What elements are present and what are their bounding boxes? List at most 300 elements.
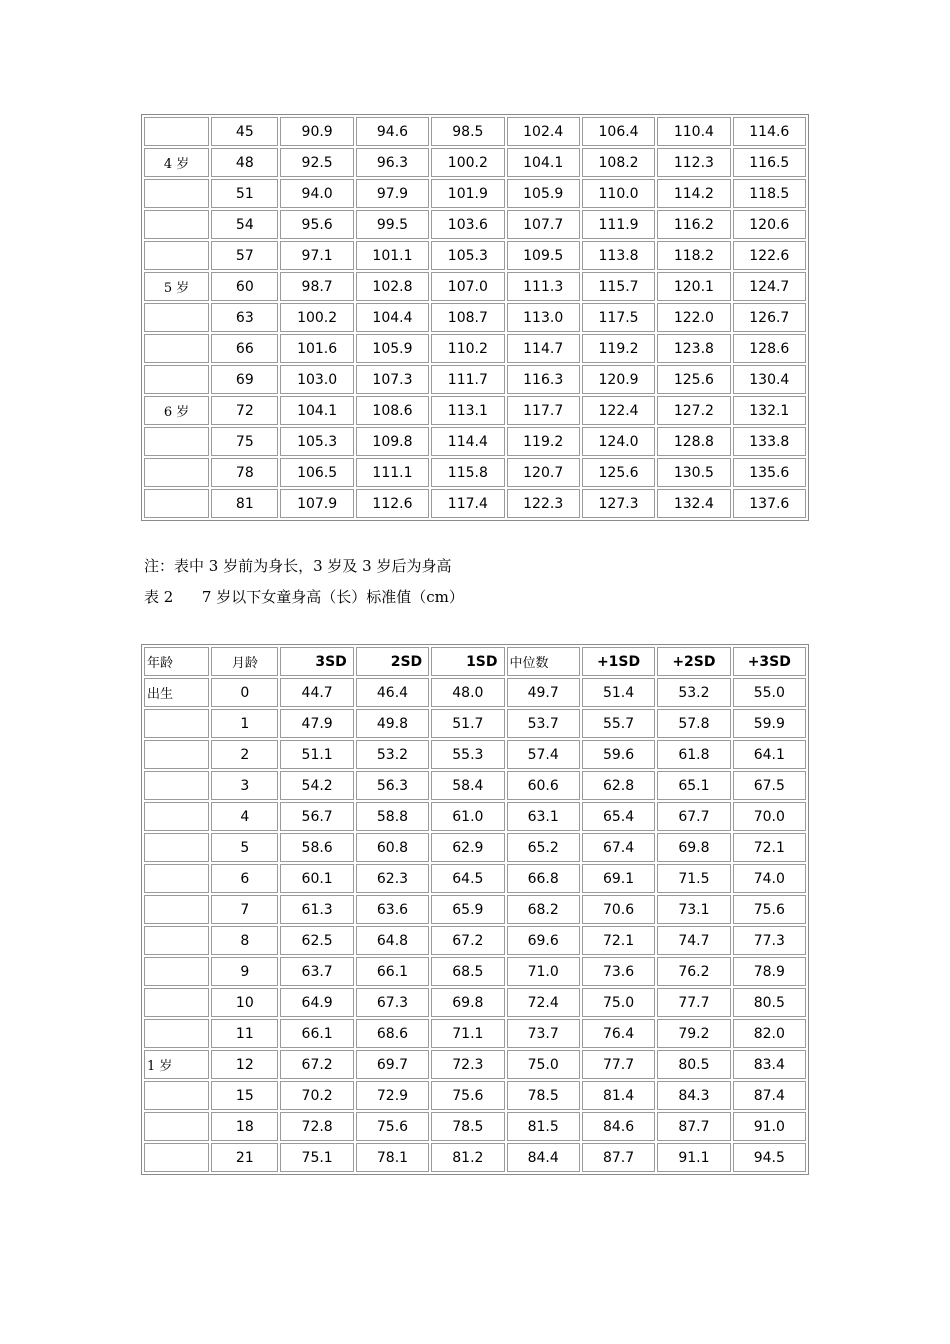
value-cell: 67.2 xyxy=(431,926,504,955)
value-cell: 84.4 xyxy=(507,1143,580,1172)
value-cell: 56.7 xyxy=(280,802,353,831)
value-cell: 83.4 xyxy=(733,1050,806,1079)
value-cell: 70.2 xyxy=(280,1081,353,1110)
value-cell: 77.3 xyxy=(733,926,806,955)
table2-header-row xyxy=(144,647,806,676)
value-cell: 69.7 xyxy=(356,1050,429,1079)
value-cell: 122.6 xyxy=(733,241,806,270)
table-row xyxy=(144,926,806,955)
month-cell: 6 xyxy=(211,864,278,893)
month-cell: 60 xyxy=(211,272,278,301)
value-cell: 81.4 xyxy=(582,1081,655,1110)
value-cell: 65.2 xyxy=(507,833,580,862)
value-cell: 135.6 xyxy=(733,458,806,487)
value-cell: 120.6 xyxy=(733,210,806,239)
value-cell: 92.5 xyxy=(280,148,353,177)
value-cell: 120.9 xyxy=(582,365,655,394)
value-cell: 107.9 xyxy=(280,489,353,518)
age-cell xyxy=(144,303,209,332)
age-cell xyxy=(144,771,209,800)
table1-body xyxy=(144,117,806,518)
month-cell: 3 xyxy=(211,771,278,800)
value-cell: 110.0 xyxy=(582,179,655,208)
value-cell: 101.9 xyxy=(431,179,504,208)
value-cell: 75.6 xyxy=(733,895,806,924)
value-cell: 57.4 xyxy=(507,740,580,769)
value-cell: 51.1 xyxy=(280,740,353,769)
month-cell: 10 xyxy=(211,988,278,1017)
value-cell: 49.8 xyxy=(356,709,429,738)
value-cell: 77.7 xyxy=(657,988,730,1017)
value-cell: 133.8 xyxy=(733,427,806,456)
month-cell: 69 xyxy=(211,365,278,394)
value-cell: 75.6 xyxy=(431,1081,504,1110)
table-row xyxy=(144,396,806,425)
table-row xyxy=(144,1112,806,1141)
value-cell: 51.4 xyxy=(582,678,655,707)
value-cell: 69.8 xyxy=(431,988,504,1017)
value-cell: 110.2 xyxy=(431,334,504,363)
age-cell xyxy=(144,833,209,862)
value-cell: 84.3 xyxy=(657,1081,730,1110)
value-cell: 105.3 xyxy=(280,427,353,456)
value-cell: 97.1 xyxy=(280,241,353,270)
value-cell: 113.1 xyxy=(431,396,504,425)
value-cell: 73.6 xyxy=(582,957,655,986)
value-cell: 105.9 xyxy=(356,334,429,363)
value-cell: 71.1 xyxy=(431,1019,504,1048)
age-cell xyxy=(144,365,209,394)
value-cell: 100.2 xyxy=(280,303,353,332)
value-cell: 100.2 xyxy=(431,148,504,177)
value-cell: 99.5 xyxy=(356,210,429,239)
value-cell: 61.8 xyxy=(657,740,730,769)
table-row xyxy=(144,771,806,800)
age-cell xyxy=(144,1019,209,1048)
table2-caption: 表 2 7 岁以下女童身高（长）标准值（cm） xyxy=(144,588,464,606)
value-cell: 102.8 xyxy=(356,272,429,301)
value-cell: 62.5 xyxy=(280,926,353,955)
month-cell: 12 xyxy=(211,1050,278,1079)
table-row xyxy=(144,988,806,1017)
table-row xyxy=(144,303,806,332)
header-minus-3sd: 3SD xyxy=(280,647,353,676)
value-cell: 87.4 xyxy=(733,1081,806,1110)
value-cell: 115.8 xyxy=(431,458,504,487)
value-cell: 114.2 xyxy=(657,179,730,208)
age-cell xyxy=(144,802,209,831)
value-cell: 75.1 xyxy=(280,1143,353,1172)
age-cell xyxy=(144,117,209,146)
value-cell: 72.4 xyxy=(507,988,580,1017)
month-cell: 7 xyxy=(211,895,278,924)
value-cell: 126.7 xyxy=(733,303,806,332)
value-cell: 55.3 xyxy=(431,740,504,769)
value-cell: 67.4 xyxy=(582,833,655,862)
value-cell: 67.2 xyxy=(280,1050,353,1079)
header-plus-2sd: +2SD xyxy=(657,647,730,676)
age-cell xyxy=(144,1081,209,1110)
value-cell: 97.9 xyxy=(356,179,429,208)
value-cell: 70.6 xyxy=(582,895,655,924)
value-cell: 98.5 xyxy=(431,117,504,146)
value-cell: 64.1 xyxy=(733,740,806,769)
value-cell: 60.8 xyxy=(356,833,429,862)
value-cell: 76.2 xyxy=(657,957,730,986)
value-cell: 80.5 xyxy=(657,1050,730,1079)
value-cell: 109.5 xyxy=(507,241,580,270)
value-cell: 66.1 xyxy=(356,957,429,986)
value-cell: 63.6 xyxy=(356,895,429,924)
header-minus-1sd: 1SD xyxy=(431,647,504,676)
value-cell: 94.0 xyxy=(280,179,353,208)
table-row xyxy=(144,802,806,831)
age-cell xyxy=(144,427,209,456)
value-cell: 116.3 xyxy=(507,365,580,394)
table-row xyxy=(144,1143,806,1172)
header-median: 中位数 xyxy=(507,647,580,676)
value-cell: 68.5 xyxy=(431,957,504,986)
value-cell: 119.2 xyxy=(582,334,655,363)
value-cell: 94.5 xyxy=(733,1143,806,1172)
value-cell: 67.5 xyxy=(733,771,806,800)
value-cell: 84.6 xyxy=(582,1112,655,1141)
value-cell: 122.0 xyxy=(657,303,730,332)
month-cell: 1 xyxy=(211,709,278,738)
value-cell: 128.6 xyxy=(733,334,806,363)
value-cell: 127.2 xyxy=(657,396,730,425)
month-cell: 63 xyxy=(211,303,278,332)
value-cell: 72.9 xyxy=(356,1081,429,1110)
value-cell: 79.2 xyxy=(657,1019,730,1048)
value-cell: 73.7 xyxy=(507,1019,580,1048)
table-row xyxy=(144,179,806,208)
value-cell: 119.2 xyxy=(507,427,580,456)
value-cell: 72.1 xyxy=(733,833,806,862)
value-cell: 123.8 xyxy=(657,334,730,363)
value-cell: 114.4 xyxy=(431,427,504,456)
value-cell: 117.4 xyxy=(431,489,504,518)
header-month: 月龄 xyxy=(211,647,278,676)
table-row xyxy=(144,458,806,487)
value-cell: 63.1 xyxy=(507,802,580,831)
value-cell: 72.3 xyxy=(431,1050,504,1079)
value-cell: 103.6 xyxy=(431,210,504,239)
value-cell: 57.8 xyxy=(657,709,730,738)
month-cell: 81 xyxy=(211,489,278,518)
value-cell: 112.3 xyxy=(657,148,730,177)
value-cell: 66.8 xyxy=(507,864,580,893)
value-cell: 80.5 xyxy=(733,988,806,1017)
value-cell: 132.1 xyxy=(733,396,806,425)
value-cell: 137.6 xyxy=(733,489,806,518)
value-cell: 78.5 xyxy=(507,1081,580,1110)
value-cell: 61.3 xyxy=(280,895,353,924)
age-cell xyxy=(144,334,209,363)
value-cell: 82.0 xyxy=(733,1019,806,1048)
value-cell: 68.6 xyxy=(356,1019,429,1048)
value-cell: 51.7 xyxy=(431,709,504,738)
value-cell: 91.1 xyxy=(657,1143,730,1172)
value-cell: 60.6 xyxy=(507,771,580,800)
table-row xyxy=(144,1019,806,1048)
value-cell: 56.3 xyxy=(356,771,429,800)
value-cell: 110.4 xyxy=(657,117,730,146)
age-cell: 出生 xyxy=(144,678,209,707)
value-cell: 87.7 xyxy=(582,1143,655,1172)
value-cell: 102.4 xyxy=(507,117,580,146)
value-cell: 104.1 xyxy=(280,396,353,425)
table-row xyxy=(144,895,806,924)
value-cell: 111.3 xyxy=(507,272,580,301)
value-cell: 72.8 xyxy=(280,1112,353,1141)
age-cell xyxy=(144,957,209,986)
value-cell: 74.0 xyxy=(733,864,806,893)
table-row xyxy=(144,365,806,394)
table-row xyxy=(144,864,806,893)
value-cell: 124.7 xyxy=(733,272,806,301)
age-cell: 1 岁 xyxy=(144,1050,209,1079)
table-row xyxy=(144,427,806,456)
value-cell: 64.5 xyxy=(431,864,504,893)
value-cell: 46.4 xyxy=(356,678,429,707)
value-cell: 58.4 xyxy=(431,771,504,800)
value-cell: 78.9 xyxy=(733,957,806,986)
month-cell: 48 xyxy=(211,148,278,177)
header-age: 年龄 xyxy=(144,647,209,676)
value-cell: 117.5 xyxy=(582,303,655,332)
table-row xyxy=(144,272,806,301)
table-row xyxy=(144,117,806,146)
month-cell: 75 xyxy=(211,427,278,456)
value-cell: 96.3 xyxy=(356,148,429,177)
table-row xyxy=(144,148,806,177)
value-cell: 59.9 xyxy=(733,709,806,738)
value-cell: 78.5 xyxy=(431,1112,504,1141)
value-cell: 118.2 xyxy=(657,241,730,270)
value-cell: 48.0 xyxy=(431,678,504,707)
value-cell: 130.5 xyxy=(657,458,730,487)
value-cell: 69.8 xyxy=(657,833,730,862)
value-cell: 77.7 xyxy=(582,1050,655,1079)
value-cell: 122.3 xyxy=(507,489,580,518)
header-plus-3sd: +3SD xyxy=(733,647,806,676)
table-row xyxy=(144,740,806,769)
age-cell xyxy=(144,458,209,487)
value-cell: 132.4 xyxy=(657,489,730,518)
value-cell: 78.1 xyxy=(356,1143,429,1172)
value-cell: 64.8 xyxy=(356,926,429,955)
value-cell: 54.2 xyxy=(280,771,353,800)
month-cell: 4 xyxy=(211,802,278,831)
value-cell: 91.0 xyxy=(733,1112,806,1141)
age-cell xyxy=(144,864,209,893)
age-cell xyxy=(144,241,209,270)
value-cell: 65.1 xyxy=(657,771,730,800)
value-cell: 75.0 xyxy=(507,1050,580,1079)
value-cell: 53.7 xyxy=(507,709,580,738)
value-cell: 71.5 xyxy=(657,864,730,893)
value-cell: 95.6 xyxy=(280,210,353,239)
value-cell: 103.0 xyxy=(280,365,353,394)
value-cell: 115.7 xyxy=(582,272,655,301)
value-cell: 112.6 xyxy=(356,489,429,518)
age-cell xyxy=(144,895,209,924)
value-cell: 114.7 xyxy=(507,334,580,363)
age-cell: 5 岁 xyxy=(144,272,209,301)
month-cell: 78 xyxy=(211,458,278,487)
value-cell: 62.8 xyxy=(582,771,655,800)
age-cell xyxy=(144,926,209,955)
value-cell: 74.7 xyxy=(657,926,730,955)
age-cell xyxy=(144,210,209,239)
value-cell: 104.4 xyxy=(356,303,429,332)
table-row xyxy=(144,210,806,239)
value-cell: 113.8 xyxy=(582,241,655,270)
value-cell: 47.9 xyxy=(280,709,353,738)
value-cell: 105.9 xyxy=(507,179,580,208)
value-cell: 107.0 xyxy=(431,272,504,301)
value-cell: 122.4 xyxy=(582,396,655,425)
value-cell: 58.6 xyxy=(280,833,353,862)
value-cell: 87.7 xyxy=(657,1112,730,1141)
value-cell: 75.0 xyxy=(582,988,655,1017)
value-cell: 106.4 xyxy=(582,117,655,146)
month-cell: 57 xyxy=(211,241,278,270)
value-cell: 55.0 xyxy=(733,678,806,707)
value-cell: 101.1 xyxy=(356,241,429,270)
value-cell: 81.5 xyxy=(507,1112,580,1141)
value-cell: 44.7 xyxy=(280,678,353,707)
value-cell: 65.4 xyxy=(582,802,655,831)
month-cell: 51 xyxy=(211,179,278,208)
value-cell: 76.4 xyxy=(582,1019,655,1048)
month-cell: 8 xyxy=(211,926,278,955)
value-cell: 127.3 xyxy=(582,489,655,518)
value-cell: 65.9 xyxy=(431,895,504,924)
age-cell xyxy=(144,709,209,738)
value-cell: 71.0 xyxy=(507,957,580,986)
age-cell xyxy=(144,489,209,518)
value-cell: 101.6 xyxy=(280,334,353,363)
age-cell xyxy=(144,988,209,1017)
month-cell: 66 xyxy=(211,334,278,363)
value-cell: 64.9 xyxy=(280,988,353,1017)
value-cell: 55.7 xyxy=(582,709,655,738)
table-row xyxy=(144,709,806,738)
value-cell: 73.1 xyxy=(657,895,730,924)
month-cell: 15 xyxy=(211,1081,278,1110)
month-cell: 72 xyxy=(211,396,278,425)
value-cell: 107.3 xyxy=(356,365,429,394)
value-cell: 53.2 xyxy=(657,678,730,707)
value-cell: 69.6 xyxy=(507,926,580,955)
value-cell: 105.3 xyxy=(431,241,504,270)
value-cell: 53.2 xyxy=(356,740,429,769)
month-cell: 45 xyxy=(211,117,278,146)
value-cell: 111.1 xyxy=(356,458,429,487)
age-cell xyxy=(144,179,209,208)
value-cell: 120.1 xyxy=(657,272,730,301)
value-cell: 70.0 xyxy=(733,802,806,831)
table-row xyxy=(144,957,806,986)
age-cell: 4 岁 xyxy=(144,148,209,177)
value-cell: 62.9 xyxy=(431,833,504,862)
age-cell xyxy=(144,1112,209,1141)
month-cell: 0 xyxy=(211,678,278,707)
value-cell: 125.6 xyxy=(657,365,730,394)
value-cell: 67.3 xyxy=(356,988,429,1017)
value-cell: 90.9 xyxy=(280,117,353,146)
value-cell: 69.1 xyxy=(582,864,655,893)
header-minus-2sd: 2SD xyxy=(356,647,429,676)
age-cell xyxy=(144,740,209,769)
value-cell: 61.0 xyxy=(431,802,504,831)
value-cell: 125.6 xyxy=(582,458,655,487)
table-note: 注：表中 3 岁前为身长，3 岁及 3 岁后为身高 xyxy=(144,557,452,575)
table-row xyxy=(144,489,806,518)
value-cell: 94.6 xyxy=(356,117,429,146)
table-row xyxy=(144,1050,806,1079)
month-cell: 9 xyxy=(211,957,278,986)
table-row xyxy=(144,1081,806,1110)
value-cell: 107.7 xyxy=(507,210,580,239)
value-cell: 116.5 xyxy=(733,148,806,177)
value-cell: 128.8 xyxy=(657,427,730,456)
value-cell: 130.4 xyxy=(733,365,806,394)
value-cell: 109.8 xyxy=(356,427,429,456)
value-cell: 63.7 xyxy=(280,957,353,986)
value-cell: 108.2 xyxy=(582,148,655,177)
value-cell: 68.2 xyxy=(507,895,580,924)
table-row xyxy=(144,833,806,862)
value-cell: 66.1 xyxy=(280,1019,353,1048)
value-cell: 108.7 xyxy=(431,303,504,332)
value-cell: 114.6 xyxy=(733,117,806,146)
header-plus-1sd: +1SD xyxy=(582,647,655,676)
value-cell: 58.8 xyxy=(356,802,429,831)
value-cell: 60.1 xyxy=(280,864,353,893)
value-cell: 59.6 xyxy=(582,740,655,769)
value-cell: 113.0 xyxy=(507,303,580,332)
table-row xyxy=(144,241,806,270)
month-cell: 54 xyxy=(211,210,278,239)
month-cell: 11 xyxy=(211,1019,278,1048)
value-cell: 81.2 xyxy=(431,1143,504,1172)
month-cell: 18 xyxy=(211,1112,278,1141)
value-cell: 108.6 xyxy=(356,396,429,425)
value-cell: 104.1 xyxy=(507,148,580,177)
value-cell: 120.7 xyxy=(507,458,580,487)
age-cell xyxy=(144,1143,209,1172)
value-cell: 67.7 xyxy=(657,802,730,831)
value-cell: 49.7 xyxy=(507,678,580,707)
value-cell: 62.3 xyxy=(356,864,429,893)
value-cell: 106.5 xyxy=(280,458,353,487)
value-cell: 117.7 xyxy=(507,396,580,425)
age-cell: 6 岁 xyxy=(144,396,209,425)
value-cell: 116.2 xyxy=(657,210,730,239)
table-row xyxy=(144,334,806,363)
value-cell: 118.5 xyxy=(733,179,806,208)
table2-body xyxy=(144,678,806,1172)
girls-height-table xyxy=(141,644,809,1175)
month-cell: 2 xyxy=(211,740,278,769)
month-cell: 21 xyxy=(211,1143,278,1172)
value-cell: 111.7 xyxy=(431,365,504,394)
height-table-continued xyxy=(141,114,809,521)
value-cell: 124.0 xyxy=(582,427,655,456)
